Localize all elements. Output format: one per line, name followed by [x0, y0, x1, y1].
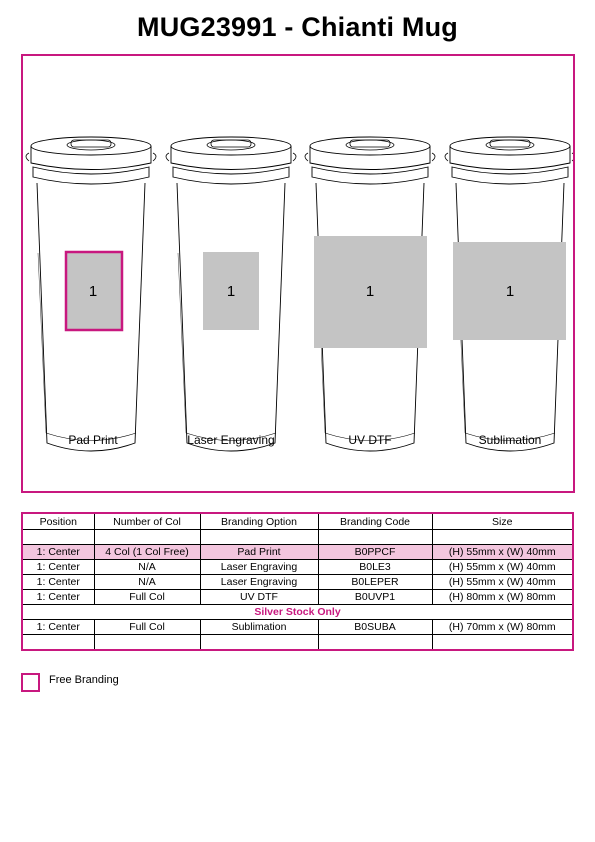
table-cell: (H) 55mm x (W) 40mm [432, 575, 573, 590]
table-cell: (H) 80mm x (W) 80mm [432, 590, 573, 605]
table-row [22, 560, 573, 575]
table-row [22, 590, 573, 605]
table-cell: Pad Print [200, 545, 318, 560]
table-row [22, 545, 573, 560]
column-header: Branding Code [318, 513, 432, 530]
table-cell: N/A [94, 575, 200, 590]
mug-illustration-panel [21, 54, 575, 493]
branding-spec-table [21, 512, 574, 651]
table-cell: B0PPCF [318, 545, 432, 560]
table-cell: 1: Center [22, 545, 94, 560]
table-cell: Sublimation [200, 620, 318, 635]
silver-stock-note: Silver Stock Only [22, 605, 573, 620]
table-cell: B0UVP1 [318, 590, 432, 605]
print-area-number: 1 [365, 283, 375, 300]
table-row [22, 575, 573, 590]
legend [21, 673, 119, 692]
table-row [22, 620, 573, 635]
table-cell: N/A [94, 560, 200, 575]
table-cell: B0SUBA [318, 620, 432, 635]
table-cell: Full Col [94, 590, 200, 605]
table-header-row [22, 513, 573, 530]
table-cell: 1: Center [22, 575, 94, 590]
free-branding-swatch [21, 673, 40, 692]
table-cell: B0LE3 [318, 560, 432, 575]
mug-label-laser-engraving: Laser Engraving [187, 433, 275, 447]
print-area-number: 1 [88, 283, 98, 300]
print-area-number: 1 [505, 283, 515, 300]
table-cell: UV DTF [200, 590, 318, 605]
table-row-silver-note [22, 605, 573, 620]
table-cell: 1: Center [22, 560, 94, 575]
table-row-empty [22, 635, 573, 651]
table-cell: 4 Col (1 Col Free) [94, 545, 200, 560]
table-cell: B0LEPER [318, 575, 432, 590]
table-cell: Laser Engraving [200, 575, 318, 590]
column-header: Position [22, 513, 94, 530]
table-cell: 1: Center [22, 590, 94, 605]
table-cell: 1: Center [22, 620, 94, 635]
column-header: Size [432, 513, 573, 530]
table-cell: (H) 55mm x (W) 40mm [432, 560, 573, 575]
column-header: Branding Option [200, 513, 318, 530]
mug-label-uv-dtf: UV DTF [348, 433, 392, 447]
legend-label: Free Branding [49, 673, 119, 686]
mug-label-sublimation: Sublimation [478, 433, 542, 447]
mug-label-pad-print: Pad Print [68, 433, 118, 447]
print-area-number: 1 [226, 283, 236, 300]
page-title: MUG23991 - Chianti Mug [137, 12, 458, 42]
table-cell: Full Col [94, 620, 200, 635]
column-header: Number of Col [94, 513, 200, 530]
table-cell: (H) 70mm x (W) 80mm [432, 620, 573, 635]
mug-drawings [23, 56, 573, 491]
table-cell: Laser Engraving [200, 560, 318, 575]
table-cell: (H) 55mm x (W) 40mm [432, 545, 573, 560]
table-row-empty [22, 530, 573, 545]
